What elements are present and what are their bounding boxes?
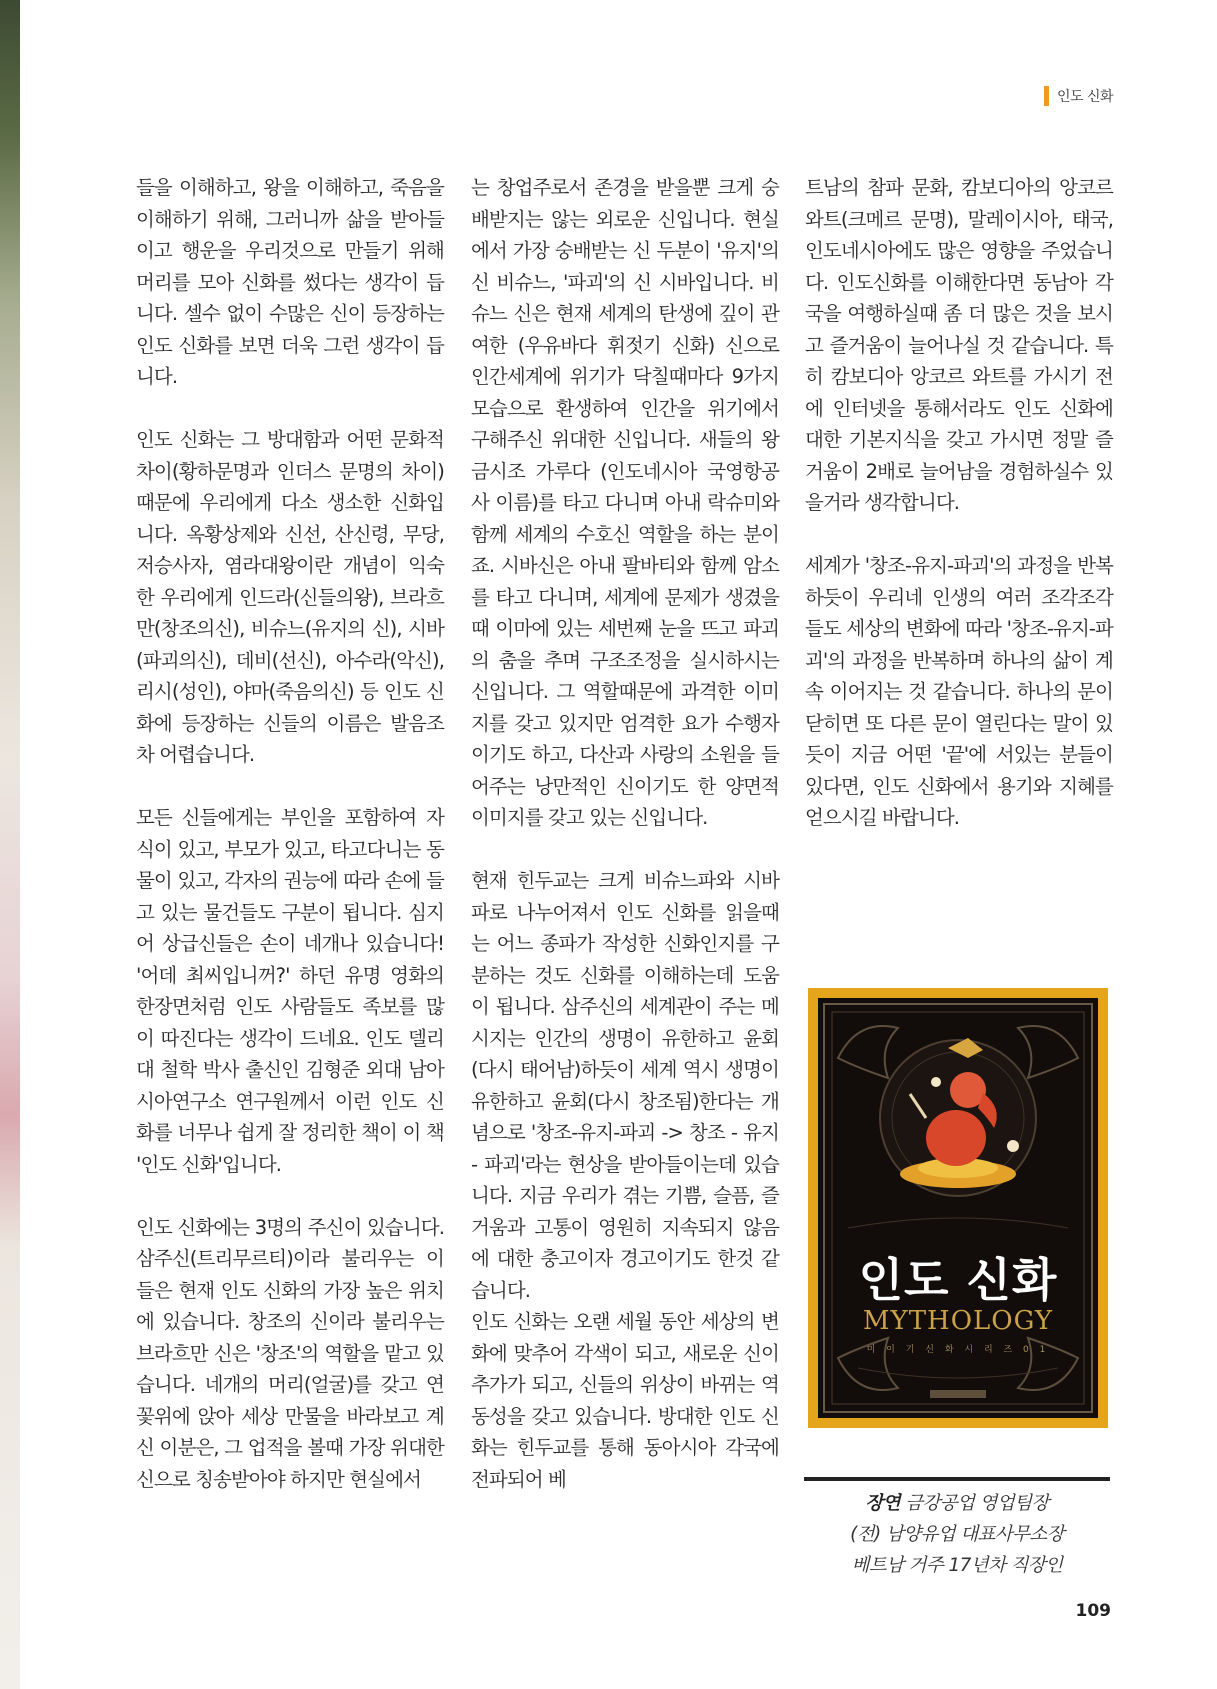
book-title: 인도 신화 xyxy=(858,1253,1058,1307)
background-photo-strip xyxy=(0,0,20,1689)
section-title: 인도 신화 xyxy=(1056,89,1113,105)
author-title: 금강공업 영업팀장 xyxy=(899,1493,1049,1514)
article-column-2 xyxy=(471,172,779,1495)
paragraph: 인도 신화는 그 방대함과 어떤 문화적 차이(황하문명과 인더스 문명의 차이) 때문에 우리에게 다소 생소한 신화입니다. 옥황상제와 신선, 산신령, 무당, 저승사자, 염라대왕이란 개념이 익숙한 우리에게 인드라(신들의왕), 브라흐만(창조의신), 비슈느(유지의 신), 시바(파괴의신), 데비(선신), 아수라(악신), 리시(성인), 야마(죽음의신) 등 인도 신화에 등장하는 신들의 이름은 발음조차 어렵습니다. xyxy=(136,428,444,766)
paragraph: 인도 신화는 오랜 세월 동안 세상의 변화에 맞추어 각색이 되고, 새로운 신이 추가가 되고, 신들의 위상이 바뀌는 역동성을 갖고 있습니다. 방대한 인도 신화는 힌두교를 통해 동아시아 각국에 전파되어 베 xyxy=(471,1310,779,1491)
paragraph: 들을 이해하고, 왕을 이해하고, 죽음을 이해하기 위해, 그러니까 삶을 받아들이고 행운을 우리것으로 만들기 위해 머리를 모아 신화를 썼다는 생각이 듭니다. 셀수 없이 수많은 신이 등장하는 인도 신화를 보면 더욱 그런 생각이 듭니다. xyxy=(136,176,444,388)
article-column-3 xyxy=(805,172,1113,834)
author-line-1 xyxy=(804,1488,1110,1519)
book-subtitle: MYTHOLOGY xyxy=(862,1306,1054,1336)
paragraph: 모든 신들에게는 부인을 포함하여 자식이 있고, 부모가 있고, 타고다니는 동물이 있고, 각자의 권능에 따라 손에 들고 있는 물건들도 구분이 됩니다. 심지어 상급신들은 손이 네개나 있습니다! '어데 최씨입니꺼?' 하던 유명 영화의 한장면처럼 인도 사람들도 족보를 많이 따진다는 생각이 드네요. 인도 델리대 철학 박사 출신인 김형준 외대 남아시아연구소 연구원께서 이런 인도 신화를 너무나 쉽게 잘 정리한 책이 이 책 '인도 신화'입니다. xyxy=(136,806,444,1176)
book-ornament-icon xyxy=(818,998,1098,1418)
book-cover-image xyxy=(808,988,1108,1428)
paragraph: 트남의 참파 문화, 캄보디아의 앙코르 와트(크메르 문명), 말레이시아, 태국, 인도네시아에도 많은 영향을 주었습니다. 인도신화를 이해한다면 동남아 각국을 여행하실때 좀 더 많은 것을 보시고 즐거움이 늘어나실 것 같습니다. 특히 캄보디아 앙코르 와트를 가시기 전에 인터넷을 통해서라도 인도 신화에 대한 기본지식을 갖고 가시면 정말 즐거움이 2배로 늘어남을 경험하실수 있을거라 생각합니다. xyxy=(805,176,1113,514)
paragraph: 세계가 '창조-유지-파괴'의 과정을 반복하듯이 우리네 인생의 여러 조각조각들도 세상의 변화에 따라 '창조-유지-파괴'의 과정을 반복하며 하나의 삶이 계속 이어지는 것 같습니다. 하나의 문이 닫히면 또 다른 문이 열린다는 말이 있듯이 지금 어떤 '끝'에 서있는 분들이 있다면, 인도 신화에서 용기와 지혜를 얻으시길 바랍니다. xyxy=(805,554,1113,829)
section-accent-bar xyxy=(1044,86,1049,106)
page-number: 109 xyxy=(1075,1601,1111,1621)
author-divider xyxy=(804,1477,1110,1481)
section-header xyxy=(1044,86,1113,106)
author-name: 장연 xyxy=(865,1493,900,1514)
author-line-3: 베트남 거주 17년차 직장인 xyxy=(851,1555,1063,1576)
book-series-label: 미 이 기 신 화 시 리 즈 0 1 xyxy=(866,1345,1050,1355)
article-column-1 xyxy=(136,172,444,1495)
author-line-2: (전) 남양유업 대표사무소장 xyxy=(850,1524,1064,1545)
paragraph: 인도 신화에는 3명의 주신이 있습니다. 삼주신(트리무르티)이라 불리우는 이들은 현재 인도 신화의 가장 높은 위치에 있습니다. 창조의 신이라 불리우는 브라흐만 신은 '창조'의 역할을 맡고 있습니다. 네개의 머리(얼굴)를 갖고 연꽃위에 앉아 세상 만물을 바라보고 계신 이분은, 그 업적을 볼때 가장 위대한 신으로 칭송받아야 하지만 현실에서 xyxy=(136,1215,444,1491)
paragraph: 는 창업주로서 존경을 받을뿐 크게 숭배받지는 않는 외로운 신입니다. 현실에서 가장 숭배받는 신 두분이 '유지'의 신 비슈느, '파괴'의 신 시바입니다. 비슈느 신은 현재 세계의 탄생에 깊이 관여한 (우유바다 휘젓기 신화) 신으로 인간세계에 위기가 닥칠때마다 9가지 모습으로 환생하여 인간을 위기에서 구해주신 위대한 신입니다. 새들의 왕 금시조 가루다 (인도네시아 국영항공사 이름)를 타고 다니며 아내 락슈미와 함께 세계의 수호신 역할을 하는 분이죠. 시바신은 아내 팔바티와 함께 암소를 타고 다니며, 세계에 문제가 생겼을때 이마에 있는 세번째 눈을 뜨고 파괴의 춤을 추며 구조조정을 실시하시는 신입니다. 그 역할때문에 과격한 이미지를 갖고 있지만 엄격한 요가 수행자이기도 하고, 다산과 사랑의 소원을 들어주는 낭만적인 신이기도 한 양면적 이미지를 갖고 있는 신입니다. xyxy=(471,176,779,829)
author-caption xyxy=(804,1488,1110,1581)
paragraph: 현재 힌두교는 크게 비슈느파와 시바파로 나누어져서 인도 신화를 읽을때는 어느 종파가 작성한 신화인지를 구분하는 것도 신화를 이해하는데 도움이 됩니다. 삼주신의 세계관이 주는 메시지는 인간의 생명이 유한하고 윤회(다시 태어남)하듯이 세계 역시 생명이 유한하고 윤회(다시 창조됨)한다는 개념으로 '창조-유지-파괴 -> 창조 - 유지 - 파괴'라는 현상을 받아들이는데 있습니다. 지금 우리가 겪는 기쁨, 슬픔, 즐거움과 고통이 영원히 지속되지 않음에 대한 충고이자 경고이기도 한것 같습니다. xyxy=(471,869,779,1302)
book-cover-art xyxy=(818,998,1098,1418)
